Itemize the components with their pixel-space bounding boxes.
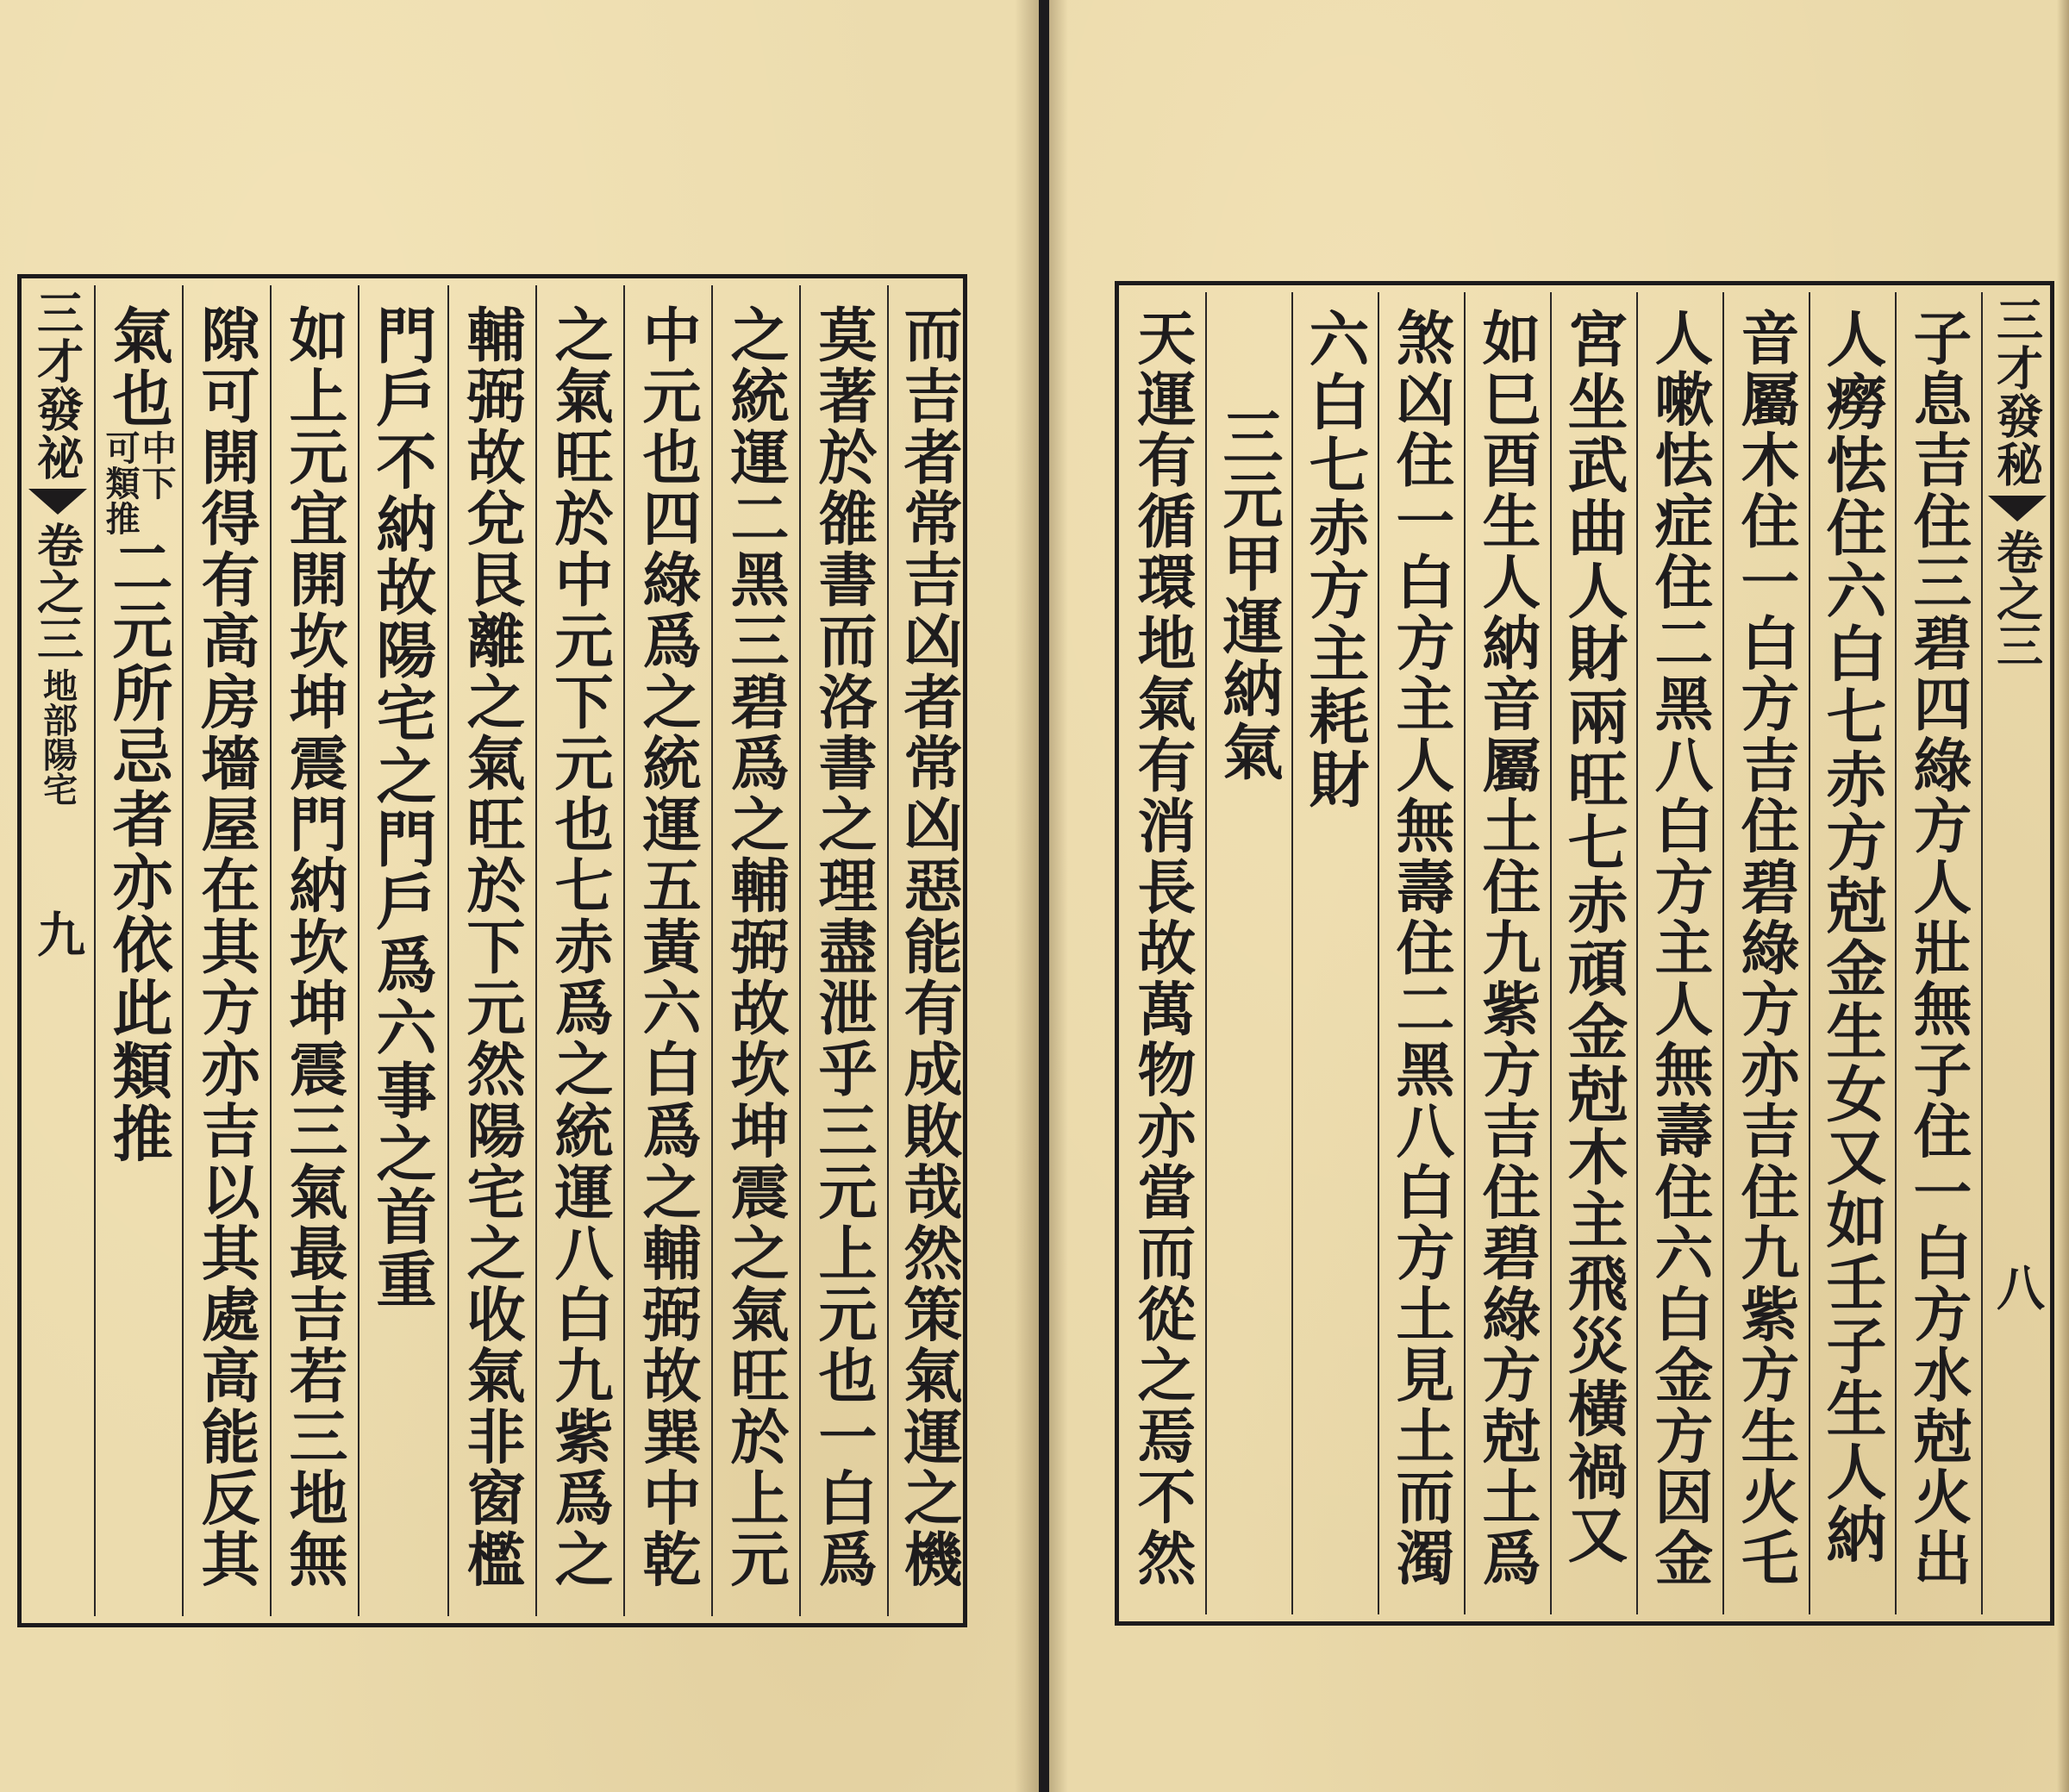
text-column: 中元也四綠爲之統運五黃六白爲之輔弼故巽中乾	[633, 304, 703, 1590]
folio-number: 八	[1989, 1263, 2046, 1311]
left-text-frame	[17, 274, 967, 1627]
text-column: 音屬木住一白方吉住碧綠方亦吉住九紫方生火乇	[1731, 308, 1801, 1589]
text-column: 人嗽怯症住二黑八白方主人無壽住六白金方因金	[1645, 308, 1715, 1589]
text-column: 隙可開得有高房墻屋在其方亦吉以其處高能反其	[191, 304, 261, 1590]
text-column: 如上元宜開坎坤震門納坎坤震三氣最吉若三地無	[279, 304, 349, 1590]
chapter-label: 卷之三	[1989, 528, 2045, 668]
text-column: 之統運二黑三碧爲之輔弼故坎坤震之氣旺於上元	[721, 304, 791, 1590]
spine-shadow	[1049, 0, 1068, 1792]
text-column: 宮坐武曲人財兩旺七赤頑金尅木主飛災橫禍又	[1558, 308, 1629, 1566]
interlinear-note: 中下	[136, 430, 177, 501]
text-column-with-note: 氣也 中下 可類推 二元所忌者亦依此類推	[100, 304, 177, 1165]
block-margin	[1983, 285, 2052, 1621]
folio-number: 九	[29, 909, 86, 958]
block-margin	[22, 278, 94, 1623]
fishtail-mark	[1988, 496, 2047, 521]
section-label: 地部陽宅	[37, 668, 78, 806]
chapter-label: 卷之三	[29, 521, 85, 661]
book-title: 三才發祕	[29, 289, 85, 482]
text-column: 六白七赤方主耗財	[1299, 308, 1371, 811]
page-edge	[2057, 0, 2069, 1792]
text-column: 煞凶住一白方主人無壽住二黑八白方土見土而濁	[1386, 308, 1456, 1589]
text-column: 如巳酉生人納音屬土住九紫方吉住碧綠方尅土爲	[1472, 308, 1542, 1589]
text-column: 之氣旺於中元下元也七赤爲之統運八白九紫爲之	[545, 304, 615, 1590]
text-column: 輔弼故兌艮離之氣旺於下元然陽宅之收氣非窗檻	[457, 304, 527, 1590]
book-title: 三才發秘	[1989, 296, 2045, 489]
text-column: 人癆怯住六白七赤方尅金生女又如壬子生人納	[1816, 308, 1888, 1566]
spine-shadow	[1015, 0, 1039, 1792]
right-page	[1049, 0, 2069, 1792]
text-column: 子息吉住三碧四綠方人壯無子住一白方水尅火出	[1903, 308, 1973, 1589]
right-text-frame	[1115, 281, 2054, 1626]
text-column: 而吉者常吉凶者常凶惡能有成敗哉然策氣運之機	[894, 304, 964, 1590]
fishtail-mark	[28, 489, 87, 515]
text-column: 莫著於雒書而洛書之理盡泄乎三元上元也一白爲	[809, 304, 878, 1590]
text-column: 天運有循環地氣有消長故萬物亦當而從之焉不然	[1128, 308, 1197, 1589]
interlinear-note: 可類推	[100, 430, 141, 536]
section-heading: 三元甲運納氣	[1213, 406, 1285, 784]
text-column: 門戶不納故陽宅之門戶爲六事之首重	[366, 304, 438, 1311]
